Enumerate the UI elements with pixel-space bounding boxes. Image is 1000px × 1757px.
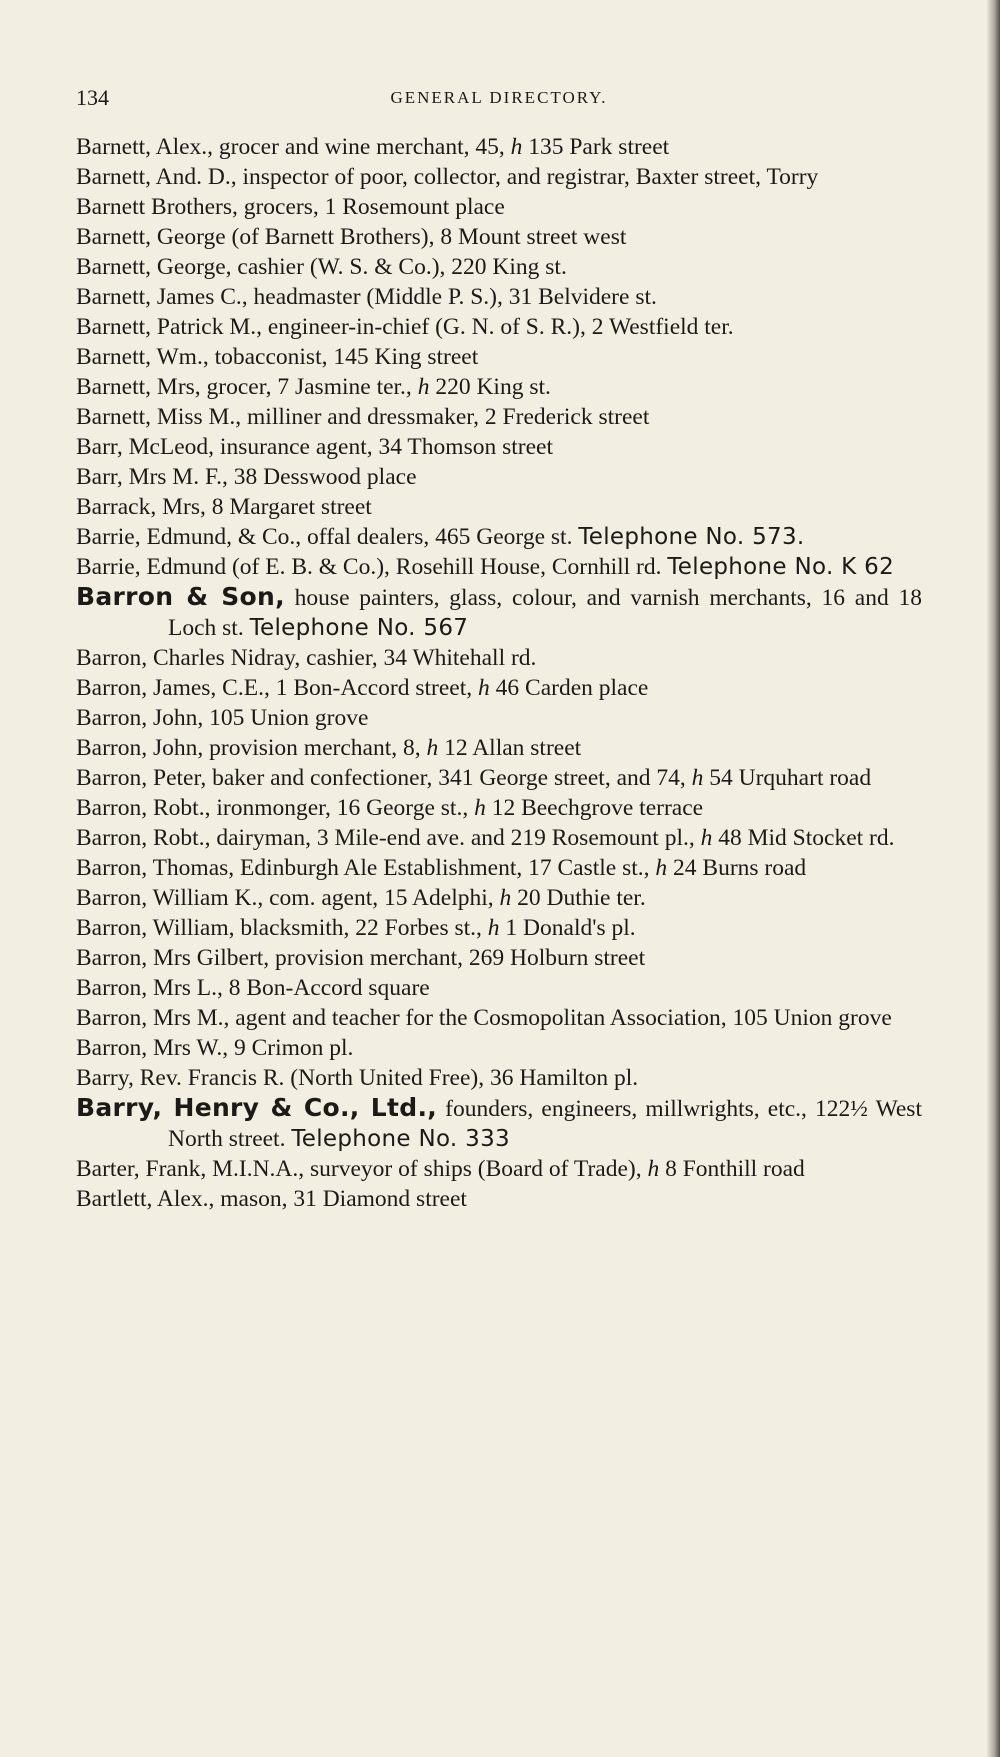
entry-text: Barron, Mrs L., 8 Bon-Accord square: [76, 975, 430, 1001]
entry-house-marker: h: [426, 735, 439, 761]
entry-house-marker: h: [499, 885, 512, 911]
entry-text: Barter, Frank, M.I.N.A., surveyor of ships (Board of Trade),: [76, 1156, 648, 1182]
directory-entry: [76, 1033, 922, 1063]
entry-text: Barnett, Wm., tobacconist, 145 King street: [76, 344, 479, 370]
entry-text: Barrack, Mrs, 8 Margaret street: [76, 494, 372, 520]
entry-text-after: 46 Carden place: [489, 675, 649, 701]
entry-telephone: Telephone No. 333: [291, 1126, 510, 1152]
entry-text: Barnett, George, cashier (W. S. & Co.), 220 King st.: [76, 254, 567, 280]
directory-entry: [76, 1093, 922, 1154]
running-title: GENERAL DIRECTORY.: [390, 88, 608, 107]
entry-text: Barron, Mrs W., 9 Crimon pl.: [76, 1035, 354, 1061]
entry-text: Barnett, Alex., grocer and wine merchant, 45,: [76, 134, 511, 160]
directory-entry: [76, 252, 922, 282]
directory-entry: [76, 582, 922, 643]
entry-text: Barron, Robt., dairyman, 3 Mile-end ave. and 219 Rosemount pl.,: [76, 825, 701, 851]
entry-text: Barrie, Edmund (of E. B. & Co.), Rosehill House, Cornhill rd.: [76, 554, 668, 580]
directory-page: [76, 78, 922, 1214]
directory-entry: [76, 673, 922, 703]
entry-house-marker: h: [700, 825, 713, 851]
entry-house-marker: h: [487, 915, 500, 941]
entry-text: Barnett, Miss M., milliner and dressmaker, 2 Frederick street: [76, 404, 650, 430]
entry-text: Bartlett, Alex., mason, 31 Diamond street: [76, 1186, 467, 1212]
directory-entry: [76, 222, 922, 252]
entry-house-marker: h: [478, 675, 490, 701]
entry-text-after: 220 King st.: [429, 374, 551, 400]
entry-text-after: 20 Duthie ter.: [511, 885, 646, 911]
entry-house-marker: h: [510, 134, 523, 160]
entry-text: Barron, Mrs Gilbert, provision merchant, 269 Holburn street: [76, 945, 646, 971]
entry-text: Barron, William K., com. agent, 15 Adelphi,: [76, 885, 500, 911]
directory-entry: [76, 643, 922, 673]
directory-entries: [76, 132, 922, 1214]
entry-text: Barron, Charles Nidray, cashier, 34 Whitehall rd.: [76, 645, 537, 671]
directory-entry: [76, 372, 922, 402]
entry-house-marker: h: [647, 1156, 660, 1182]
entry-house-marker: h: [655, 855, 668, 881]
directory-entry: [76, 432, 922, 462]
directory-entry: [76, 1003, 922, 1033]
entry-house-marker: h: [691, 765, 704, 791]
directory-entry: [76, 1154, 922, 1184]
entry-text: house painters, glass, colour, and varnish merchants, 16 and 18 Loch st.: [168, 585, 922, 641]
entry-telephone: Telephone No. 573.: [578, 524, 805, 550]
directory-entry: [76, 763, 922, 793]
directory-entry: [76, 552, 922, 582]
entry-text: founders, engineers, millwrights, etc., 122½ West North street.: [168, 1096, 922, 1152]
directory-entry: [76, 132, 922, 162]
directory-entry: [76, 162, 922, 192]
entry-text: Barr, Mrs M. F., 38 Desswood place: [76, 464, 417, 490]
entry-text: Barron, Robt., ironmonger, 16 George st.,: [76, 795, 475, 821]
directory-entry: [76, 823, 922, 853]
directory-entry: [76, 913, 922, 943]
entry-text: Barron, James, C.E., 1 Bon-Accord street,: [76, 675, 479, 701]
directory-entry: [76, 853, 922, 883]
entry-text: Barron, William, blacksmith, 22 Forbes st.,: [76, 915, 488, 941]
directory-entry: [76, 402, 922, 432]
entry-text: Barnett, Mrs, grocer, 7 Jasmine ter.,: [76, 374, 418, 400]
entry-text-after: 1 Donald's pl.: [499, 915, 636, 941]
entry-house-marker: h: [417, 374, 430, 400]
entry-text: Barr, McLeod, insurance agent, 34 Thomson street: [76, 434, 553, 460]
entry-bold-name: Barry, Henry & Co., Ltd.,: [76, 1093, 438, 1122]
directory-entry: [76, 883, 922, 913]
entry-text: Barry, Rev. Francis R. (North United Free), 36 Hamilton pl.: [76, 1065, 639, 1091]
directory-entry: [76, 943, 922, 973]
entry-text: Barron, Thomas, Edinburgh Ale Establishment, 17 Castle st.,: [76, 855, 656, 881]
entry-text-after: 12 Allan street: [438, 735, 582, 761]
page-edge-shadow: [986, 0, 1000, 1757]
page-header: [76, 78, 922, 118]
entry-text-after: 24 Burns road: [667, 855, 807, 881]
directory-entry: [76, 1063, 922, 1093]
entry-text: Barrie, Edmund, & Co., offal dealers, 465 George st.: [76, 524, 579, 550]
directory-entry: [76, 192, 922, 222]
entry-text: Barnett, Patrick M., engineer-in-chief (G. N. of S. R.), 2 Westfield ter.: [76, 314, 734, 340]
directory-entry: [76, 973, 922, 1003]
entry-text: Barron, John, 105 Union grove: [76, 705, 369, 731]
entry-telephone: Telephone No. 567: [249, 615, 469, 641]
entry-text: Barnett, And. D., inspector of poor, collector, and registrar, Baxter street, Torry: [76, 164, 819, 190]
directory-entry: [76, 312, 922, 342]
entry-bold-name: Barron & Son,: [76, 582, 285, 611]
entry-text-after: 54 Urquhart road: [703, 765, 872, 791]
directory-entry: [76, 703, 922, 733]
entry-text-after: 12 Beechgrove terrace: [485, 795, 704, 821]
directory-entry: [76, 793, 922, 823]
entry-house-marker: h: [474, 795, 486, 821]
entry-text: Barron, Peter, baker and confectioner, 341 George street, and 74,: [76, 765, 692, 791]
entry-text: Barron, Mrs M., agent and teacher for the Cosmopolitan Association, 105 Union grove: [76, 1005, 892, 1031]
entry-text-after: 135 Park street: [522, 134, 670, 160]
directory-entry: [76, 1184, 922, 1214]
directory-entry: [76, 492, 922, 522]
directory-entry: [76, 462, 922, 492]
entry-text: Barnett, George (of Barnett Brothers), 8 Mount street west: [76, 224, 627, 250]
page-number: 134: [76, 85, 109, 110]
entry-text: Barnett, James C., headmaster (Middle P. S.), 31 Belvidere st.: [76, 284, 657, 310]
directory-entry: [76, 522, 922, 552]
directory-entry: [76, 282, 922, 312]
entry-telephone: Telephone No. K 62: [667, 554, 895, 580]
entry-text-after: 8 Fonthill road: [659, 1156, 805, 1182]
directory-entry: [76, 342, 922, 372]
entry-text-after: 48 Mid Stocket rd.: [712, 825, 895, 851]
entry-text: Barron, John, provision merchant, 8,: [76, 735, 427, 761]
directory-entry: [76, 733, 922, 763]
entry-text: Barnett Brothers, grocers, 1 Rosemount place: [76, 194, 505, 220]
